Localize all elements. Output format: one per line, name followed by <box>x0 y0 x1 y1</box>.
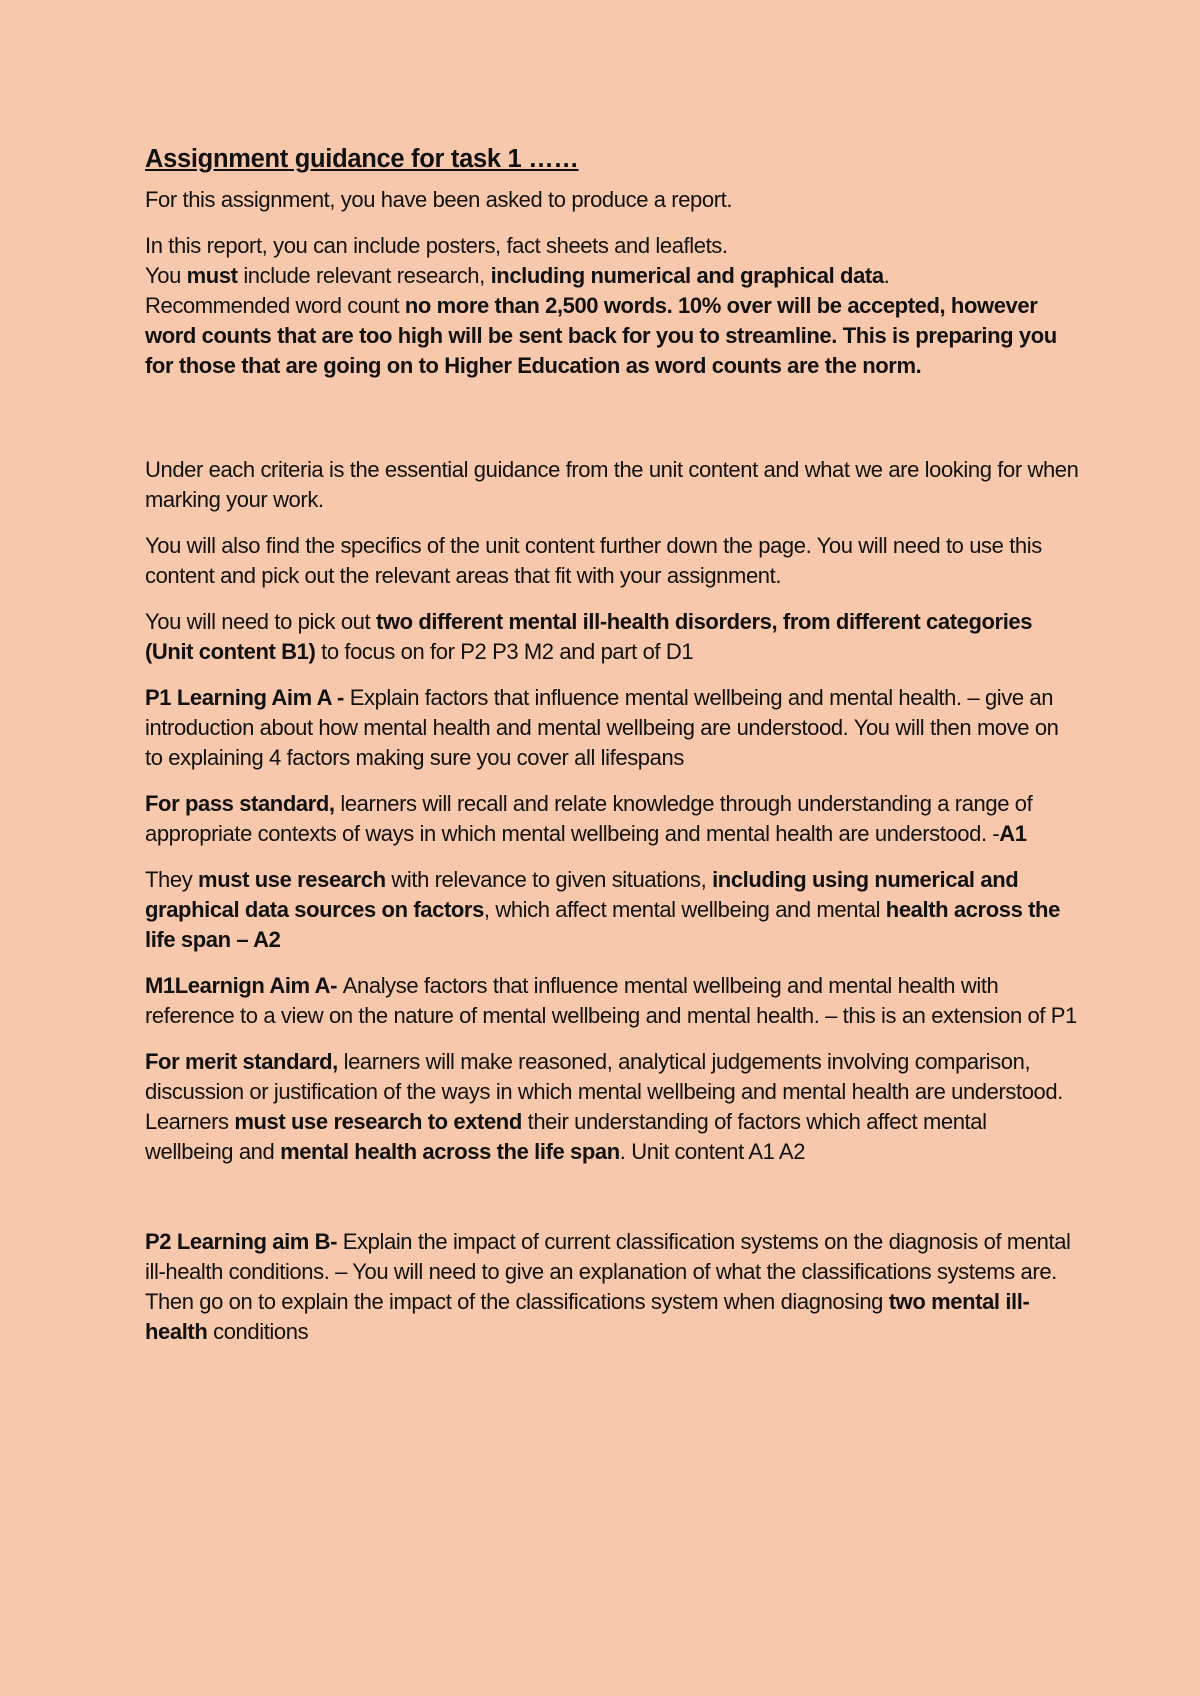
spacer <box>145 381 1080 425</box>
must-include-paragraph <box>145 261 1080 291</box>
merit-standard-paragraph <box>145 1047 1080 1167</box>
criteria-intro-paragraph <box>145 455 1080 515</box>
page-title: Assignment guidance for task 1 …… <box>145 145 579 173</box>
m1-text: Analyse factors that influence mental wellbeing and mental health with reference to a view on the nature of mental wellbeing and mental health. – this is an extension of P1 <box>145 973 1077 1028</box>
they-bold-f: health across the life span – A2 <box>145 897 1060 952</box>
criteria-intro-text: Under each criteria is the essential guidance from the unit content and what we are looking for when marking your work. <box>145 457 1079 512</box>
p1-paragraph <box>145 683 1080 773</box>
intro-paragraph <box>145 185 1080 215</box>
word-count-bold: no more than 2,500 words. 10% over will be accepted, however word counts that are too high will be sent back for you to streamline. This is preparing you for those that are going on to Higher Education as word counts are the norm. <box>145 293 1057 378</box>
must-text-c: include relevant research, <box>237 263 491 288</box>
m1-paragraph <box>145 971 1080 1031</box>
pass-text: learners will recall and relate knowledge through understanding a range of appropriate contexts of ways in which mental wellbeing and mental health are understood. - <box>145 791 1033 846</box>
p2-label: P2 Learning aim B- <box>145 1229 343 1254</box>
p2-text: Explain the impact of current classification systems on the diagnosis of mental ill-health conditions. – You will need to give an explanation of what the classifications systems are. Then go on to explain the impact of the classifications system when diagnosing <box>145 1229 1071 1314</box>
pass-standard-paragraph <box>145 789 1080 849</box>
m1-label: M1Learnign Aim A- <box>145 973 343 998</box>
spacer-3 <box>145 1183 1080 1227</box>
pick-out-text-c: to focus on for P2 P3 M2 and part of D1 <box>315 639 694 664</box>
merit-text-a: learners will make reasoned, analytical judgements involving comparison, discussion or justification of the ways in which mental wellbeing and mental health are understood. Learners <box>145 1049 1063 1134</box>
must-bold: must <box>186 263 238 288</box>
spacer-2 <box>145 425 1080 455</box>
they-bold-d: including using numerical and graphical data sources on factors <box>145 867 1019 922</box>
p1-label: P1 Learning Aim A - <box>145 685 350 710</box>
they-text-a: They <box>145 867 199 892</box>
research-paragraph <box>145 865 1080 955</box>
they-text-e: , which affect mental wellbeing and mental <box>483 897 886 922</box>
p1-text: Explain factors that influence mental wellbeing and mental health. – give an introduction about how mental health and mental wellbeing are understood. You will then move on to explaining 4 factors making sure you cover all lifespans <box>145 685 1059 770</box>
p2-paragraph <box>145 1227 1080 1347</box>
intro-text: For this assignment, you have been asked to produce a report. <box>145 187 733 212</box>
report-contents-text: In this report, you can include posters, fact sheets and leaflets. <box>145 233 728 258</box>
numerical-data-bold: including numerical and graphical data <box>490 263 884 288</box>
merit-text-e: . Unit content A1 A2 <box>619 1139 806 1164</box>
they-text-c: with relevance to given situations, <box>385 867 713 892</box>
p2-end: conditions <box>207 1319 309 1344</box>
pick-out-text-a: You will need to pick out <box>145 609 376 634</box>
merit-bold-b: must use research to extend <box>234 1109 522 1134</box>
word-count-text: Recommended word count <box>145 293 405 318</box>
specifics-text: You will also find the specifics of the unit content further down the page. You will need to use this content and pick out the relevant areas that fit with your assignment. <box>145 533 1042 588</box>
merit-label: For merit standard, <box>145 1049 338 1074</box>
pick-out-bold: two different mental ill-health disorders, from different categories (Unit content B1) <box>145 609 1033 664</box>
they-bold-b: must use research <box>198 867 386 892</box>
p2-bold: two mental ill-health <box>145 1289 1030 1344</box>
must-text-e: . <box>883 263 890 288</box>
merit-text-c: their understanding of factors which affect mental wellbeing and <box>145 1109 987 1164</box>
report-contents-paragraph <box>145 231 1080 261</box>
pick-out-paragraph <box>145 607 1080 667</box>
must-text-a: You <box>145 263 187 288</box>
pass-ref: A1 <box>999 821 1027 846</box>
specifics-paragraph <box>145 531 1080 591</box>
pass-label: For pass standard, <box>145 791 335 816</box>
merit-bold-d: mental health across the life span <box>280 1139 620 1164</box>
word-count-paragraph <box>145 291 1080 381</box>
